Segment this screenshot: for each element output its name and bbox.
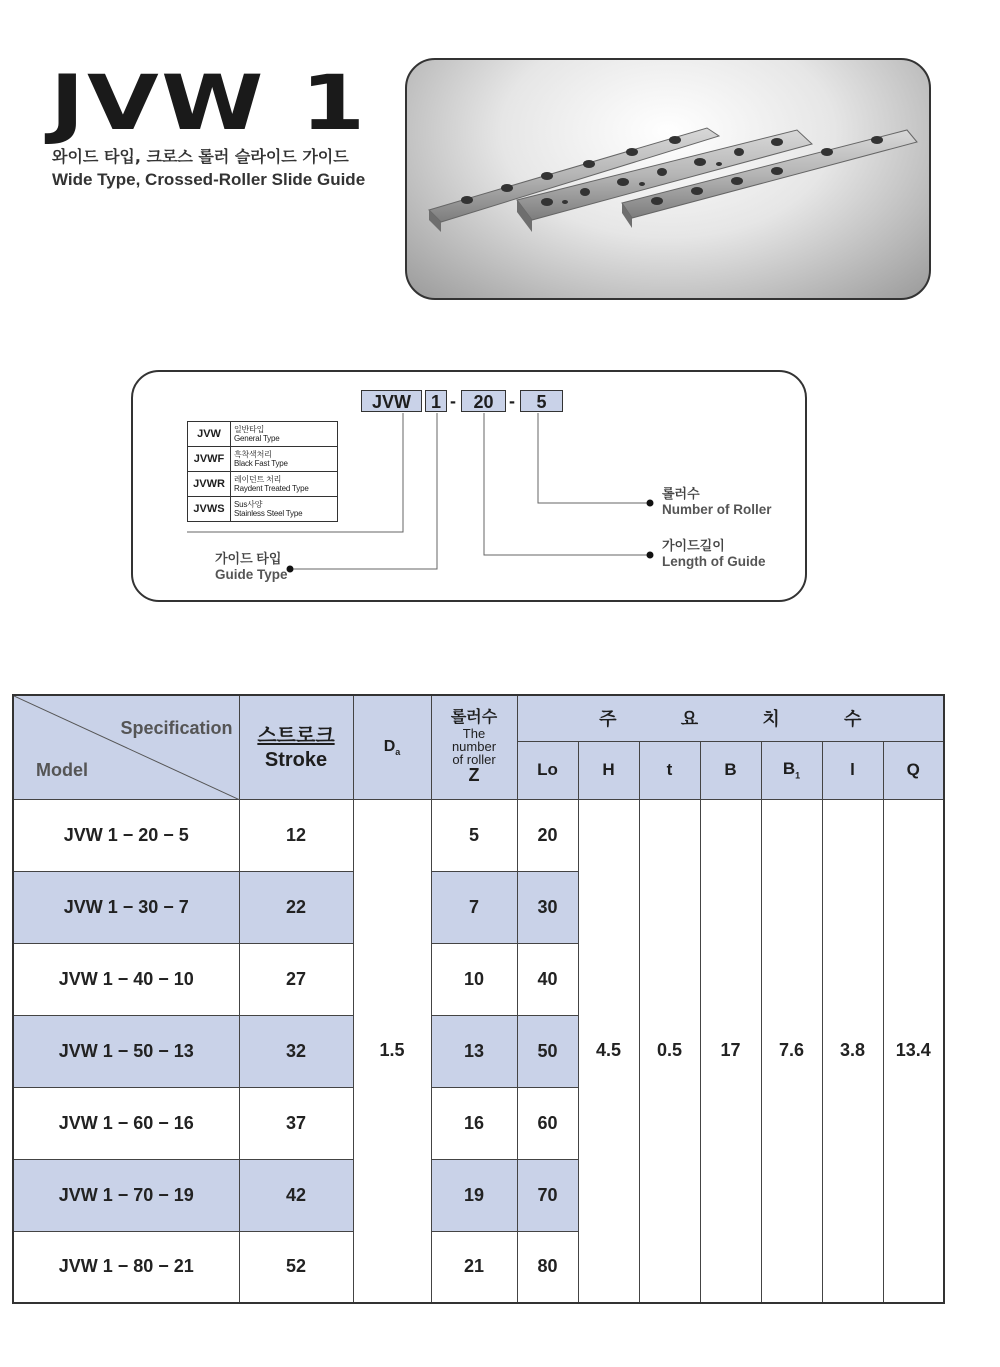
- model-cell: JVW 1 − 20 − 5: [13, 799, 239, 871]
- stroke-cell: 37: [239, 1087, 353, 1159]
- roller-header: 롤러수 The number of roller Z: [431, 695, 517, 799]
- label-length-of-guide: 가이드길이 Length of Guide: [662, 538, 766, 569]
- stroke-cell: 27: [239, 943, 353, 1015]
- z-cell: 16: [431, 1087, 517, 1159]
- z-cell: 5: [431, 799, 517, 871]
- code-size: 1: [425, 390, 447, 412]
- type-code: JVWF: [188, 447, 231, 472]
- z-cell: 13: [431, 1015, 517, 1087]
- dim-b1-header: $B_1$: [761, 741, 822, 799]
- code-length: 20: [461, 390, 506, 412]
- model-cell: JVW 1 − 30 − 7: [13, 871, 239, 943]
- lo-cell: 20: [517, 799, 578, 871]
- t-cell: 0.5: [639, 799, 700, 1303]
- stroke-header: 스트로크 Stroke: [239, 695, 353, 799]
- lo-cell: 30: [517, 871, 578, 943]
- guide-type-table: [187, 421, 338, 522]
- lo-cell: 50: [517, 1015, 578, 1087]
- lo-cell: 80: [517, 1231, 578, 1303]
- model-cell: JVW 1 − 80 − 21: [13, 1231, 239, 1303]
- type-code: JVWS: [188, 497, 231, 522]
- label-guide-type: 가이드 타입 Guide Type: [215, 551, 288, 582]
- model-cell: JVW 1 − 60 − 16: [13, 1087, 239, 1159]
- b1-cell: 7.6: [761, 799, 822, 1303]
- model-cell: JVW 1 − 40 − 10: [13, 943, 239, 1015]
- da-cell: 1.5: [353, 799, 431, 1303]
- type-code: JVWR: [188, 472, 231, 497]
- type-desc: 일반타입 General Type: [231, 422, 338, 447]
- corner-model-label: Model: [36, 760, 88, 780]
- code-dash-1: -: [450, 391, 456, 411]
- q-cell: 13.4: [883, 799, 944, 1303]
- corner-header: [13, 695, 239, 799]
- guide-type-row: [188, 422, 338, 447]
- type-desc: 흑착색처리 Black Fast Type: [231, 447, 338, 472]
- dim-h-header: H: [578, 741, 639, 799]
- z-cell: 10: [431, 943, 517, 1015]
- stroke-cell: 52: [239, 1231, 353, 1303]
- stroke-cell: 12: [239, 799, 353, 871]
- dim-l-header: l: [822, 741, 883, 799]
- type-code: JVW: [188, 422, 231, 447]
- z-cell: 21: [431, 1231, 517, 1303]
- model-cell: JVW 1 − 70 − 19: [13, 1159, 239, 1231]
- dim-q-header: Q: [883, 741, 944, 799]
- code-roller: 5: [520, 390, 563, 412]
- type-desc: Sus사양 Stainless Steel Type: [231, 497, 338, 522]
- guide-type-row: [188, 497, 338, 522]
- corner-spec-label: Specification: [120, 718, 233, 738]
- guide-type-row: [188, 447, 338, 472]
- model-cell: JVW 1 − 50 − 13: [13, 1015, 239, 1087]
- lo-cell: 70: [517, 1159, 578, 1231]
- h-cell: 4.5: [578, 799, 639, 1303]
- subtitle-english: Wide Type, Crossed-Roller Slide Guide: [52, 170, 366, 189]
- dim-b-header: B: [700, 741, 761, 799]
- stroke-cell: 22: [239, 871, 353, 943]
- code-series: JVW: [361, 390, 422, 412]
- dim-t-header: t: [639, 741, 700, 799]
- code-dash-2: -: [509, 391, 515, 411]
- l-cell: 3.8: [822, 799, 883, 1303]
- table-row: [13, 799, 944, 871]
- stroke-cell: 42: [239, 1159, 353, 1231]
- specification-table: [12, 694, 945, 1304]
- stroke-cell: 32: [239, 1015, 353, 1087]
- subtitle-korean: 와이드 타입, 크로스 롤러 슬라이드 가이드: [52, 147, 349, 166]
- label-number-of-roller: 롤러수 Number of Roller: [662, 486, 772, 517]
- z-cell: 7: [431, 871, 517, 943]
- page-title: JVW 1: [50, 58, 368, 147]
- type-desc: 레이던트 처리 Raydent Treated Type: [231, 472, 338, 497]
- b-cell: 17: [700, 799, 761, 1303]
- guide-type-row: [188, 472, 338, 497]
- dim-lo-header: Lo: [517, 741, 578, 799]
- lo-cell: 40: [517, 943, 578, 1015]
- corner-diagonal: [14, 696, 240, 800]
- z-cell: 19: [431, 1159, 517, 1231]
- main-dimensions-header: 주 요 치 수: [517, 695, 944, 741]
- da-header: $D_a$: [353, 695, 431, 799]
- lo-cell: 60: [517, 1087, 578, 1159]
